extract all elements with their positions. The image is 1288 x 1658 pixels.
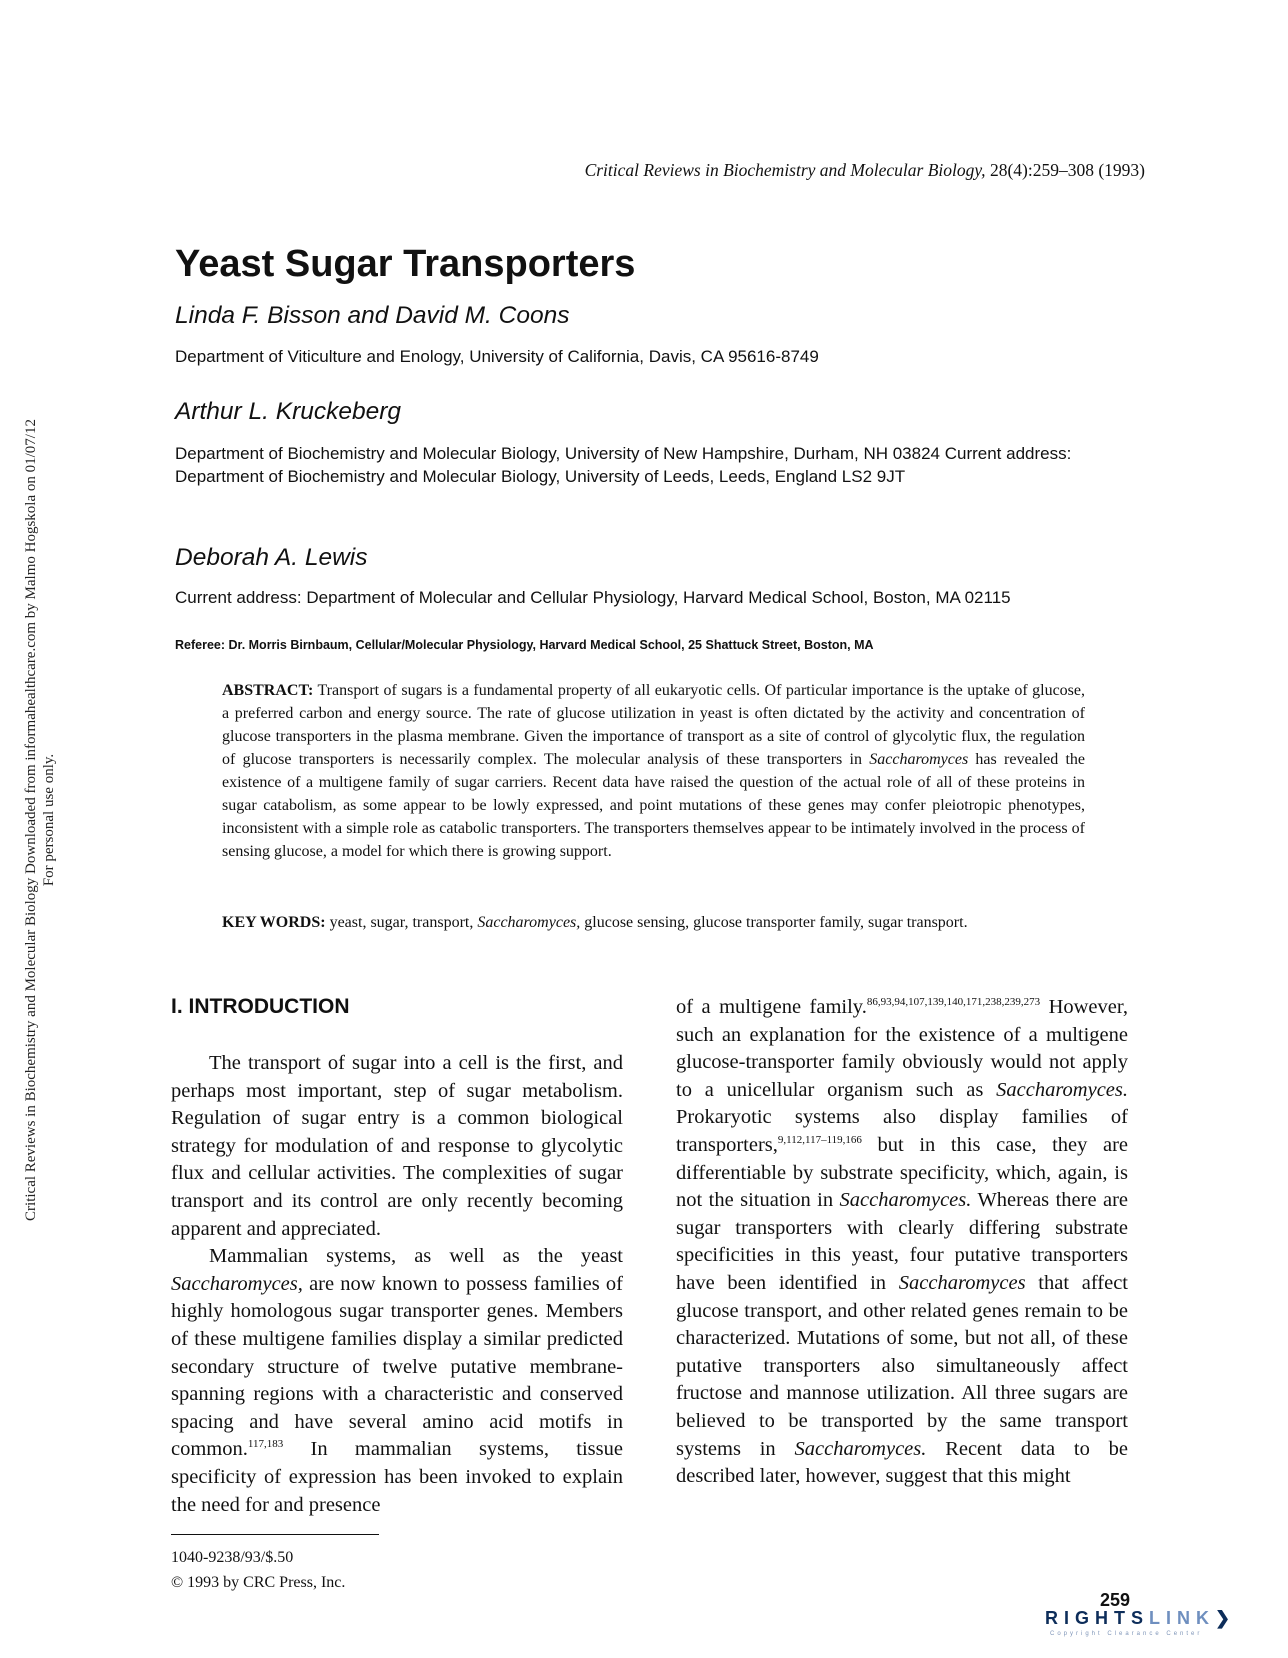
body-text: Whereas there are sugar transporters with clearly differing substrate specificities in this yeast, four putative transporters have been identified in bbox=[676, 1189, 1129, 1294]
body-text: of a multigene family. bbox=[676, 996, 867, 1018]
issn-code: 1040-9238/93/$.50 bbox=[171, 1549, 294, 1566]
author-affiliation-1: Department of Viticulture and Enology, University of California, Davis, CA 95616-8749 bbox=[175, 347, 819, 366]
citation-superscript: 86,93,94,107,139,140,171,238,239,273 bbox=[866, 996, 1041, 1009]
body-text: are now known to possess families of highly homologous sugar transporter genes. Members of these multigene families display a similar predicted secondary structure of twelve putative membrane-spanning regions with a characteristic and conserved spacing and have several amino acid motifs in common. bbox=[171, 1272, 623, 1461]
body-italic: Saccharomyces. bbox=[794, 1437, 927, 1460]
rightslink-logo-light: LINK bbox=[1149, 1608, 1216, 1628]
body-paragraph: The transport of sugar into a cell is the first, and perhaps most important, step of sugar metabolism. Regulation of sugar entry is a common biological strategy for modulation of and response to glycolytic flux and cellular activities. The complexities of sugar transport and its control are only recently becoming apparent and appreciated. bbox=[171, 1052, 623, 1240]
abstract-label: ABSTRACT: bbox=[222, 682, 314, 699]
keywords-italic: Saccharomyces, bbox=[477, 914, 581, 931]
body-italic: Saccharomyces. bbox=[839, 1189, 972, 1212]
article-title: Yeast Sugar Transporters bbox=[175, 243, 636, 285]
body-text: Recent data to be described later, however, suggest that this might bbox=[676, 1437, 1128, 1488]
footnote-rule bbox=[171, 1534, 379, 1535]
download-stamp-line2: For personal use only. bbox=[41, 753, 57, 887]
citation-superscript: 117,183 bbox=[247, 1438, 284, 1451]
download-stamp-line1: Critical Reviews in Biochemistry and Molecular Biology Downloaded from informahealthcare.com by Malmo Hogskola on 01/07/12 bbox=[23, 419, 39, 1221]
abstract-italic: Saccharomyces bbox=[869, 751, 969, 768]
page-number: 259 bbox=[1100, 1590, 1131, 1610]
keywords-text: glucose sensing, glucose transporter family, sugar transport. bbox=[580, 914, 968, 931]
body-text: Mammalian systems, as well as the yeast bbox=[209, 1245, 623, 1268]
keywords-text: yeast, sugar, transport, bbox=[325, 914, 478, 931]
keywords-label: KEY WORDS: bbox=[222, 914, 326, 931]
body-italic: Saccharomyces. bbox=[996, 1078, 1128, 1101]
referee-line: Referee: Dr. Morris Birnbaum, Cellular/Molecular Physiology, Harvard Medical School, 25 Shattuck Street, Boston, MA bbox=[175, 638, 874, 652]
author-names-2: Arthur L. Kruckeberg bbox=[175, 398, 402, 425]
body-text: Prokaryotic systems also display families of transporters, bbox=[676, 1106, 1128, 1156]
body-column-left bbox=[171, 1050, 623, 1519]
section-heading: I. INTRODUCTION bbox=[171, 995, 350, 1018]
copyright-notice: © 1993 by CRC Press, Inc. bbox=[171, 1574, 346, 1591]
body-column-right bbox=[676, 994, 1128, 1491]
abstract-text: has revealed the existence of a multigene family of sugar carriers. Recent data have raised the question of the actual role of all of these proteins in sugar catabolism, as some appear to be lowly expressed, and point mutations of these genes may confer pleiotropic phenotypes, inconsistent with a simple role as catabolic transporters. The transporters themselves appear to be intimately involved in the process of sensing glucose, a model for which there is growing support. bbox=[222, 751, 1086, 860]
author-affiliation-3: Current address: Department of Molecular and Cellular Physiology, Harvard Medical School, Boston, MA 02115 bbox=[175, 588, 1011, 607]
citation-superscript: 9,112,117–119,166 bbox=[777, 1134, 862, 1147]
body-italic: Saccharomyces bbox=[898, 1271, 1026, 1294]
rightslink-logo bbox=[1045, 1608, 1236, 1628]
body-text: but in this case, they are differentiable by substrate specificity, which, again, is not the situation in bbox=[676, 1133, 1128, 1212]
author-names-1: Linda F. Bisson and David M. Coons bbox=[175, 302, 570, 329]
body-italic: Saccharomyces, bbox=[171, 1272, 303, 1295]
rightslink-logo-dark: RIGHTS bbox=[1045, 1608, 1150, 1628]
rightslink-tagline: Copyright Clearance Center bbox=[1050, 1631, 1203, 1637]
author-affiliation-2: Department of Biochemistry and Molecular Biology, University of New Hampshire, Durham, NH 03824 Current address: Department of Biochemistry and Molecular Biology, University of Leeds, Leeds, England LS2 9JT bbox=[175, 444, 1072, 486]
journal-name: Critical Reviews in Biochemistry and Molecular Biology, bbox=[584, 160, 986, 180]
body-paragraph bbox=[676, 994, 1128, 1491]
abstract-text: Transport of sugars is a fundamental property of all eukaryotic cells. Of particular importance is the uptake of glucose, a preferred carbon and energy source. The rate of glucose utilization in yeast is often dictated by the activity and concentration of glucose transporters in the plasma membrane. Given the importance of transport as a site of control of glycolytic flux, the regulation of glucose transporters is necessarily complex. The molecular analysis of these transporters in bbox=[222, 682, 1085, 768]
journal-header bbox=[540, 160, 1145, 180]
author-names-3: Deborah A. Lewis bbox=[175, 544, 368, 571]
body-text: that affect glucose transport, and other related genes remain to be characterized. Mutations of some, but not all, of these putative transporters also simultaneously affect fructose and mannose utilization. All three sugars are believed to be transported by the same transport systems in bbox=[676, 1271, 1129, 1460]
keywords bbox=[222, 911, 1085, 934]
journal-citation: 28(4):259–308 (1993) bbox=[985, 160, 1145, 180]
body-paragraph bbox=[171, 1243, 623, 1519]
abstract bbox=[222, 679, 1085, 863]
footnote bbox=[171, 1545, 345, 1595]
body-text: However, such an explanation for the existence of a multigene glucose-transporter family obviously would not apply to a unicellular organism such as bbox=[676, 996, 1129, 1101]
body-text: In mammalian systems, tissue specificity of expression has been invoked to explain the need for and presence bbox=[171, 1438, 623, 1516]
chevron-right-icon: ❯ bbox=[1215, 1608, 1237, 1628]
